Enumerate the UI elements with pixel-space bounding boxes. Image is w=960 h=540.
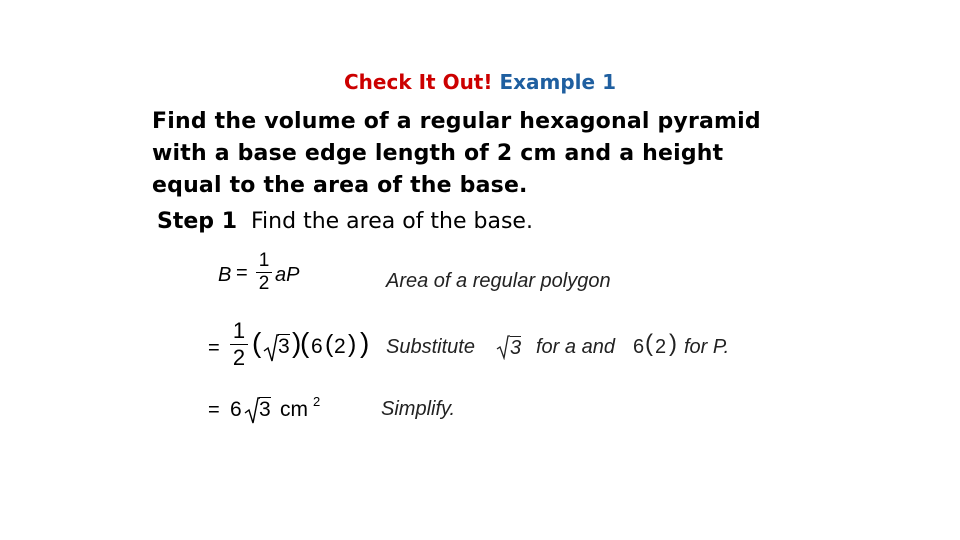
paren-open: ( bbox=[645, 330, 653, 357]
step-text: Find the area of the base. bbox=[251, 209, 533, 234]
step-label: Step 1 bbox=[157, 209, 237, 234]
eq3-coef: 6 bbox=[230, 398, 242, 421]
eq1-fraction bbox=[256, 250, 272, 295]
eq2-note-six: 6 bbox=[633, 336, 645, 358]
eq3-unit: cm bbox=[280, 398, 308, 421]
eq2-note-pre: Substitute bbox=[386, 336, 475, 358]
slide-title bbox=[0, 70, 960, 94]
eq1-lhs: B bbox=[218, 264, 232, 286]
eq2-six: 6 bbox=[311, 335, 323, 358]
radical-sign bbox=[244, 396, 260, 426]
eq2-fraction bbox=[230, 318, 248, 371]
note-radical-sign bbox=[496, 334, 510, 360]
eq2-radicand: 3 bbox=[278, 335, 290, 358]
eq2-equals: = bbox=[208, 337, 220, 359]
problem-line: Find the volume of a regular hexagonal pyramid bbox=[152, 109, 761, 134]
title-example: Example 1 bbox=[499, 70, 616, 94]
title-check-it-out: Check It Out! bbox=[344, 70, 493, 94]
eq2-note-two: 2 bbox=[655, 336, 667, 358]
paren-close: ) bbox=[669, 330, 677, 357]
eq2-note-mid: for a and bbox=[536, 336, 615, 358]
fraction-denominator: 2 bbox=[256, 272, 272, 295]
radical-sign bbox=[263, 333, 279, 363]
problem-line: with a base edge length of 2 cm and a height bbox=[152, 141, 724, 166]
eq1-rhs: aP bbox=[275, 264, 300, 286]
eq1-note: Area of a regular polygon bbox=[386, 270, 611, 292]
fraction-numerator: 1 bbox=[258, 250, 270, 271]
fraction-denominator: 2 bbox=[230, 344, 248, 371]
eq2-two: 2 bbox=[334, 335, 346, 358]
paren-open: ( bbox=[325, 330, 334, 358]
paren-open: ( bbox=[300, 327, 310, 358]
paren-open: ( bbox=[252, 327, 262, 358]
eq3-equals: = bbox=[208, 399, 220, 421]
paren-close: ) bbox=[292, 327, 302, 358]
eq2-note-post: for P. bbox=[684, 336, 730, 358]
eq3-radicand: 3 bbox=[259, 398, 271, 421]
problem-statement bbox=[152, 106, 761, 202]
fraction-numerator: 1 bbox=[232, 318, 246, 343]
eq3-note: Simplify. bbox=[381, 398, 456, 420]
paren-close: ) bbox=[360, 327, 370, 358]
step-heading bbox=[157, 209, 533, 234]
paren-close: ) bbox=[348, 330, 357, 358]
problem-line: equal to the area of the base. bbox=[152, 173, 528, 198]
eq2-note-radicand: 3 bbox=[510, 337, 522, 359]
eq3-exponent: 2 bbox=[313, 394, 321, 409]
eq1-equals: = bbox=[236, 262, 248, 284]
